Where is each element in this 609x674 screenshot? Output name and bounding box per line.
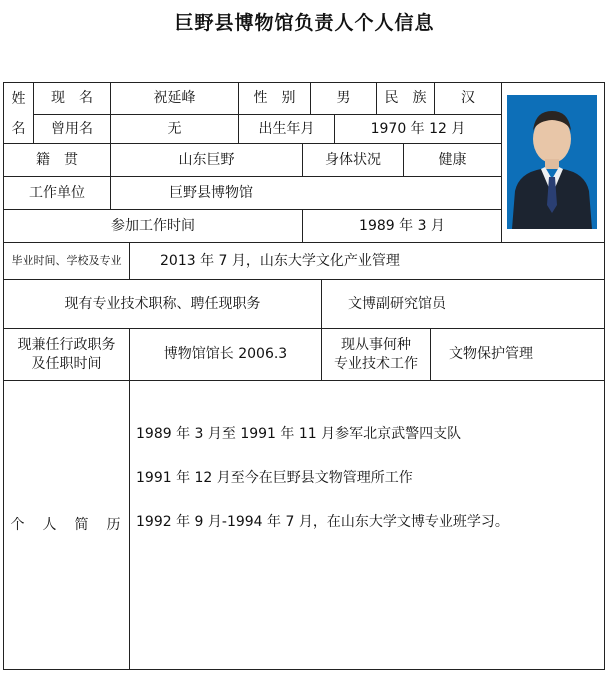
gender-value: 男 (311, 83, 377, 115)
tech-work-label-line1: 现从事何种 (341, 337, 411, 354)
current-name-label: 现 名 (34, 83, 111, 115)
former-name-label: 曾用名 (34, 115, 111, 144)
resume-label: 个 人 简 历 (4, 381, 130, 669)
admin-post-value: 博物馆馆长 2006.3 (130, 329, 322, 381)
admin-post-label-line1: 现兼任行政职务 (17, 337, 116, 354)
gender-label: 性 别 (239, 83, 311, 115)
portrait-photo (507, 95, 597, 229)
resume-entry: 1991 年 12 月至今在巨野县文物管理所工作 (136, 470, 413, 487)
former-name-value: 无 (111, 115, 239, 144)
name-value: 祝延峰 (111, 83, 239, 115)
workplace-value: 巨野县博物馆 (111, 177, 502, 210)
graduation-label: 毕业时间、学校及专业 (4, 243, 130, 280)
health-value: 健康 (404, 144, 502, 177)
portrait-image (507, 95, 597, 229)
prof-title-label: 现有专业技术职称、聘任现职务 (4, 280, 322, 329)
origin-label: 籍 贯 (4, 144, 111, 177)
name-label-char2: 名 (4, 115, 34, 144)
admin-post-label (4, 329, 130, 381)
ethnicity-label: 民 族 (377, 83, 435, 115)
tech-work-label (322, 329, 431, 381)
tech-work-label-line2: 专业技术工作 (334, 355, 418, 372)
health-label: 身体状况 (303, 144, 404, 177)
tech-work-value: 文物保护管理 (431, 329, 605, 381)
resume-content (130, 381, 605, 669)
ethnicity-value: 汉 (435, 83, 502, 115)
work-start-value: 1989 年 3 月 (303, 210, 502, 243)
workplace-label: 工作单位 (4, 177, 111, 210)
resume-entry: 1989 年 3 月至 1991 年 11 月参军北京武警四支队 (136, 426, 462, 442)
work-start-label: 参加工作时间 (4, 210, 303, 243)
birth-label: 出生年月 (239, 115, 335, 144)
page-title: 巨野县博物馆负责人个人信息 (174, 12, 435, 34)
graduation-value: 2013 年 7 月，山东大学文化产业管理 (130, 243, 605, 280)
origin-value: 山东巨野 (111, 144, 303, 177)
prof-title-value: 文博副研究馆员 (322, 280, 605, 329)
name-label-char1: 姓 (4, 83, 34, 115)
admin-post-label-line2: 及任职时间 (31, 355, 102, 372)
resume-entry: 1992 年 9 月-1994 年 7 月，在山东大学文博专业班学习。 (136, 514, 509, 531)
birth-value: 1970 年 12 月 (335, 115, 502, 144)
